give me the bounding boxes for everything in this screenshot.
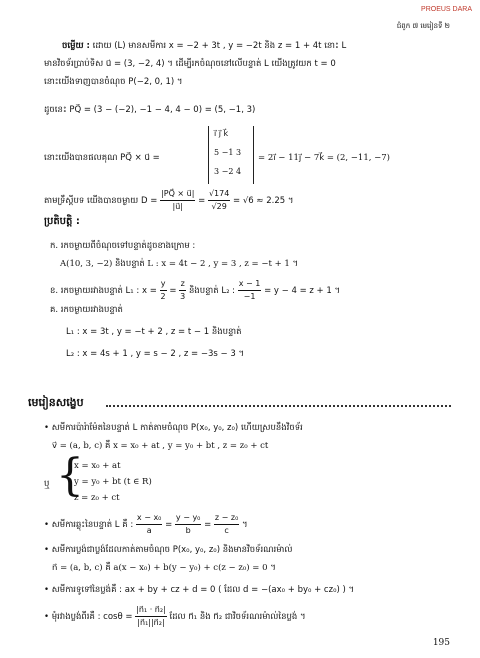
exercise-b-frac-2: [179, 278, 186, 303]
symmetric-frac-x-num: x − x₀: [136, 512, 162, 525]
symmetric-eq-2: =: [204, 520, 212, 530]
summary-divider: [106, 405, 451, 407]
summary-bullet-5: [44, 604, 306, 629]
matrix-row-1: i⃗ j⃗ k⃗: [214, 129, 229, 138]
summary-bullet-3b: n⃗ = (a, b, c) គឺ a(x − x₀) + b(y − y₀) + c(z − z₀) = 0 ។: [52, 563, 276, 573]
summary-bullet-5-prefix: • មុំរវាងប្លង់ពីរគឺ : cosθ =: [44, 612, 133, 622]
cross-product-determinant: [208, 126, 254, 184]
chapter-header: ជំពូក ៧ មេរៀនទី ២: [396, 22, 450, 30]
exercise-b-frac-3-num: x − 1: [238, 278, 262, 291]
summary-title: មេរៀនសង្ខេប: [28, 396, 84, 409]
matrix-row-2: 5 −1 3: [214, 148, 242, 157]
solution-line-3: នោះយើងទាញបានចំណុច P(−2, 0, 1) ។: [44, 77, 183, 87]
summary-bullet-3: • សមីការប្លង់ជាប្លង់ដែលកាត់តាមចំណុច P(x₀, y₀, z₀) និងមានវិចទ័រណរម៉ាល់: [44, 545, 293, 555]
distance-prefix: តាមទ្រឹស្តីបទ យើងបានចម្ងាយ D =: [44, 196, 158, 206]
exercise-b: [50, 278, 340, 303]
exercise-a-title: ក. រកចម្ងាយពីចំណុចទៅបន្ទាត់ដូចខាងក្រោម :: [50, 241, 196, 251]
symmetric-frac-x: [136, 512, 162, 537]
distance-fraction: [160, 188, 195, 213]
exercise-a-body: A(10, 3, −2) និងបន្ទាត់ L : x = 4t − 2 , y = 3 , z = −t + 1 ។: [60, 259, 299, 269]
symmetric-frac-y-num: y − y₀: [175, 512, 201, 525]
symmetric-eq-1: =: [165, 520, 173, 530]
exercise-c-title: គ. រកចម្ងាយរវាងបន្ទាត់: [50, 305, 123, 315]
exercise-b-frac-1: [160, 278, 167, 303]
distance-fraction-num: |PQ⃗ × u⃗|: [160, 188, 195, 201]
exercise-b-frac-2-den: 3: [180, 292, 186, 301]
summary-heading: [28, 396, 452, 412]
exercise-b-prefix: ខ. រកចម្ងាយរវាងបន្ទាត់ L₁ : x =: [50, 286, 157, 296]
solution-line-4: ដូចនេះ PQ⃗ = (3 − (−2), −1 − 4, 4 − 0) = (5, −1, 3): [44, 105, 256, 115]
angle-fraction-den: |n⃗₁||n⃗₂|: [137, 618, 165, 627]
matrix-row-3: 3 −2 4: [214, 167, 242, 176]
distance-equals: =: [198, 196, 206, 206]
summary-bullet-1: • សមីការប៉ារ៉ាម៉ែតនៃបន្ទាត់ L កាត់តាមចំណុច P(x₀, y₀, z₀) ហើយស្របនឹងវិចទ័រ: [44, 423, 303, 433]
exercise-c-line-1: L₁ : x = 3t , y = −t + 2 , z = t − 1 និងបន្ទាត់: [66, 327, 242, 337]
exercise-c-line-2: L₂ : x = 4s + 1 , y = s − 2 , z = −3s − 3 ។: [66, 349, 245, 359]
exercise-b-eq: =: [169, 286, 177, 296]
solution-line-1: ដោយ (L) មានសមីការ x = −2 + 3t , y = −2t និង z = 1 + 4t នោះ L: [92, 41, 347, 51]
exercise-b-frac-3: [238, 278, 262, 303]
symmetric-frac-z: [214, 512, 239, 537]
symmetric-frac-z-den: c: [224, 526, 229, 535]
solution-label: ចម្លើយ :: [62, 41, 90, 51]
exercise-b-frac-2-num: z: [179, 278, 186, 291]
exercise-label: ប្រតិបត្តិ :: [44, 216, 80, 227]
exercise-b-mid: និងបន្ទាត់ L₂ :: [188, 286, 236, 296]
system-brace: {: [56, 450, 84, 501]
symmetric-frac-y-den: b: [185, 526, 191, 535]
distance-fraction-2: [208, 188, 230, 213]
system-eq-1: x = x₀ + at: [74, 461, 121, 471]
system-eq-3: z = z₀ + ct: [74, 493, 120, 503]
angle-fraction: [135, 604, 167, 629]
distance-fraction-2-den: √29: [211, 202, 227, 211]
angle-fraction-num: |n⃗₁ · n⃗₂|: [135, 604, 167, 617]
symmetric-frac-y: [175, 512, 201, 537]
summary-bullet-2-suffix: ។: [242, 520, 248, 530]
exercise-b-frac-1-num: y: [160, 278, 167, 291]
system-eq-2: y = y₀ + bt (t ∈ R): [74, 477, 152, 487]
system-label: ឬ: [44, 479, 50, 489]
distance-fraction-den: |u⃗|: [172, 202, 183, 211]
page-number: 195: [432, 638, 450, 648]
summary-bullet-5-suffix: ដែល n⃗₁ និង n⃗₂ ជាវិចទ័រណរម៉ាល់នៃប្លង់ ។: [169, 612, 306, 622]
solution-line-2: មានវិចទ័រប្រាប់ទិស u⃗ = (3, −2, 4) ។ ដើម្បីរកចំណុចនៅលើបន្ទាត់ L យើងត្រូវយក t = 0: [44, 59, 336, 69]
solution-line-5-prefix: នោះយើងបានផលគុណ PQ⃗ × u⃗ =: [44, 153, 160, 163]
summary-bullet-4: • សមីការទូទៅនៃប្លង់គឺ : ax + by + cz + d = 0 ( ដែល d = −(ax₀ + by₀ + cz₀) ) ។: [44, 585, 355, 595]
exercise-b-frac-3-den: −1: [243, 292, 256, 301]
summary-bullet-2: [44, 512, 248, 537]
solution-line-5-suffix: = 2i⃗ − 11j⃗ − 7k⃗ = (2, −11, −7): [258, 153, 390, 163]
distance-formula: [44, 188, 293, 213]
distance-fraction-2-num: √174: [208, 188, 230, 201]
exercise-b-frac-1-den: 2: [160, 292, 166, 301]
symmetric-frac-z-num: z − z₀: [214, 512, 239, 525]
summary-bullet-2-prefix: • សមីការឆ្លុះនៃបន្ទាត់ L គឺ :: [44, 520, 134, 530]
summary-bullet-1b: v⃗ = (a, b, c) គឺ x = x₀ + at , y = y₀ + bt , z = z₀ + ct: [52, 441, 269, 451]
brand-watermark: PROEUS DARA: [421, 6, 472, 13]
exercise-b-suffix: = y − 4 = z + 1 ។: [264, 286, 341, 296]
solution-block: [62, 40, 346, 52]
symmetric-frac-x-den: a: [146, 526, 152, 535]
distance-result: = √6 ≈ 2.25 ។: [233, 196, 294, 206]
